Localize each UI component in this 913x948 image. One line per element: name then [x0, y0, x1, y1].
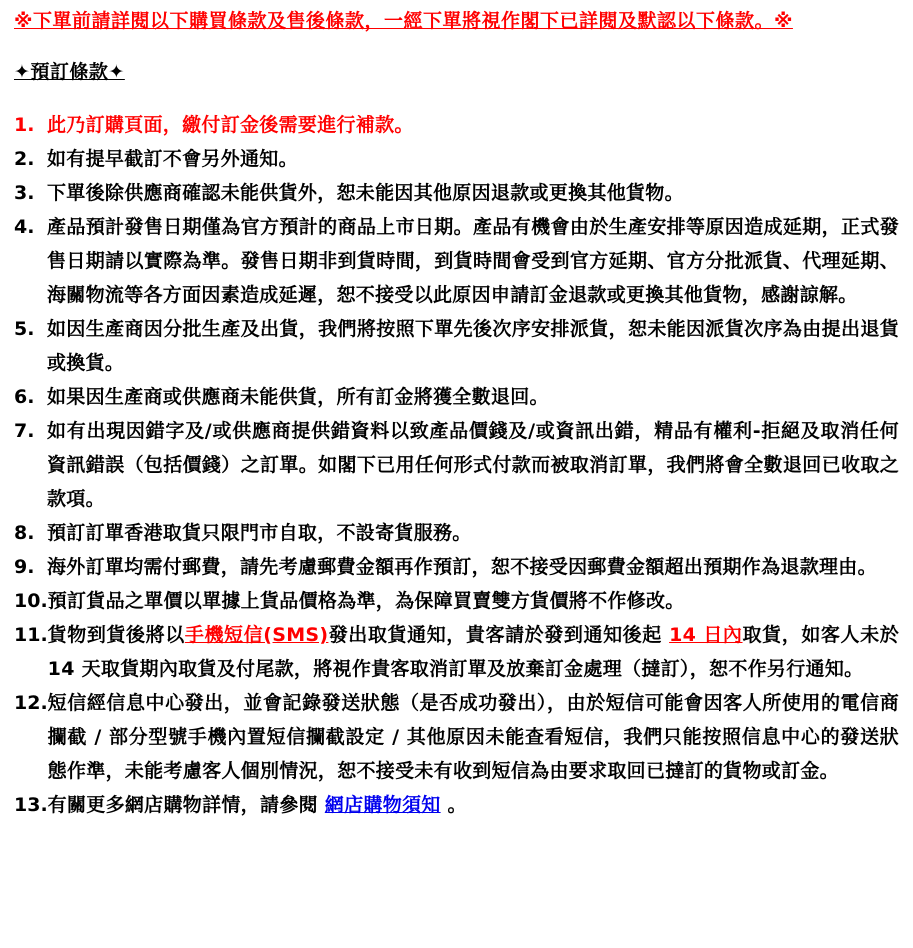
term-segment: 下單後除供應商確認未能供貨外，恕未能因其他原因退款或更換其他貨物。	[47, 182, 684, 204]
terms-list	[14, 108, 899, 822]
term-text	[48, 618, 899, 686]
term-text	[47, 108, 899, 142]
term-segment: 貨物到貨後將以	[47, 624, 185, 646]
term-text	[47, 550, 899, 584]
term-item	[14, 618, 899, 686]
term-text	[47, 312, 899, 380]
term-text	[47, 210, 899, 312]
term-item	[14, 142, 899, 176]
section-heading: ✦預訂條款✦	[14, 61, 125, 83]
term-segment: 。	[440, 794, 467, 816]
term-segment: 取貨，如客人未於 14 天取貨期內取貨及付尾款，將視作貴客取消訂單及放棄訂金處理（撻訂），恕不作另行通知。	[47, 624, 900, 680]
term-item	[14, 176, 899, 210]
term-segment: 如因生產商因分批生產及出貨，我們將按照下單先後次序安排派貨，恕未能因派貨次序為由提出退貨或換貨。	[47, 318, 899, 374]
term-segment: 預訂訂單香港取貨只限門市自取，不設寄貨服務。	[47, 522, 472, 544]
term-segment: 如有提早截訂不會另外通知。	[47, 148, 298, 170]
term-number: 1.	[14, 114, 35, 136]
term-item	[14, 516, 899, 550]
term-item	[14, 414, 899, 516]
term-number: 13.	[14, 794, 48, 816]
term-item	[14, 210, 899, 312]
term-segment: 手機短信(SMS)	[184, 624, 329, 646]
term-item	[14, 788, 899, 822]
store-shopping-guide-link[interactable]: 網店購物須知	[324, 794, 441, 816]
page-title: ※下單前請詳閱以下購買條款及售後條款，一經下單將視作閣下已詳閱及默認以下條款。※	[14, 10, 793, 32]
term-number: 6.	[14, 386, 35, 408]
term-number: 4.	[14, 216, 35, 238]
term-text	[47, 516, 899, 550]
term-text	[48, 584, 899, 618]
term-number: 7.	[14, 420, 35, 442]
term-number: 10.	[14, 590, 48, 612]
term-number: 8.	[14, 522, 35, 544]
term-segment: 產品預計發售日期僅為官方預計的商品上市日期。產品有機會由於生產安排等原因造成延期，正式發售日期請以實際為準。發售日期非到貨時間，到貨時間會受到官方延期、官方分批派貨、代理延期、海關物流等各方面因素造成延遲，恕不接受以此原因申請訂金退款或更換其他貨物，感謝諒解。	[47, 216, 899, 306]
term-number: 12.	[14, 692, 48, 714]
term-text	[47, 176, 899, 210]
term-segment: 預訂貨品之單價以單據上貨品價格為準，為保障買賣雙方貨價將不作修改。	[47, 590, 685, 612]
term-segment: 發出取貨通知，貴客請於發到通知後起	[328, 624, 670, 646]
term-segment: 海外訂單均需付郵費，請先考慮郵費金額再作預訂，恕不接受因郵費金額超出預期作為退款理由。	[47, 556, 877, 578]
term-segment: 有關更多網店購物詳情，請參閱	[47, 794, 325, 816]
term-number: 9.	[14, 556, 35, 578]
term-number: 2.	[14, 148, 35, 170]
term-item	[14, 380, 899, 414]
term-segment: 如果因生產商或供應商未能供貨，所有訂金將獲全數退回。	[47, 386, 549, 408]
term-text	[48, 788, 899, 822]
term-item	[14, 686, 899, 788]
term-segment: 如有出現因錯字及/或供應商提供錯資料以致產品價錢及/或資訊出錯，精品有權利-拒絕及取消任何資訊錯誤（包括價錢）之訂單。如閣下已用任何形式付款而被取消訂單，我們將會全數退回已收取之款項。	[47, 420, 899, 510]
term-item	[14, 584, 899, 618]
term-text	[48, 686, 899, 788]
term-text	[47, 142, 899, 176]
term-segment: 14 日內	[669, 624, 743, 646]
term-segment: 此乃訂購頁面，繳付訂金後需要進行補款。	[47, 114, 414, 136]
term-text	[47, 380, 899, 414]
term-segment: 短信經信息中心發出，並會記錄發送狀態（是否成功發出），由於短信可能會因客人所使用的電信商攔截 / 部分型號手機內置短信攔截設定 / 其他原因未能查看短信，我們只能按照信息中心的發送狀態作準，未能考慮客人個別情況，恕不接受未有收到短信為由要求取回已撻訂的貨物或訂金。	[47, 692, 899, 782]
term-text	[47, 414, 899, 516]
term-item	[14, 108, 899, 142]
term-number: 5.	[14, 318, 35, 340]
term-number: 11.	[14, 624, 48, 646]
term-item	[14, 550, 899, 584]
term-number: 3.	[14, 182, 35, 204]
term-item	[14, 312, 899, 380]
